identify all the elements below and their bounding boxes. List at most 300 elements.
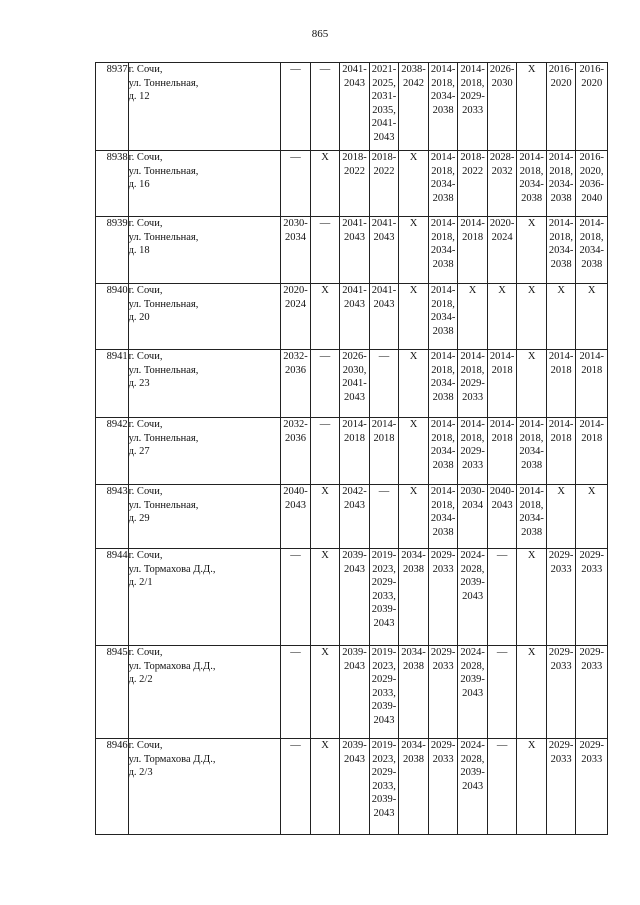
period-line: 2032- — [283, 419, 308, 430]
period-line: 2039- — [342, 647, 367, 658]
period-line: 2029- — [371, 674, 397, 686]
period-cell — [576, 217, 608, 284]
period-cell — [399, 350, 429, 418]
period-line: 2014- — [579, 351, 604, 362]
period-line: 2033 — [550, 753, 572, 765]
address-line: ул. Тоннельная, — [128, 231, 199, 243]
period-cell — [487, 284, 517, 350]
period-cell — [369, 418, 399, 485]
period-line: 2033 — [432, 753, 454, 765]
table-row — [96, 350, 608, 418]
period-line: 2039- — [460, 674, 485, 686]
period-cell — [281, 485, 311, 549]
period-line: 2025, — [372, 77, 396, 89]
period-line: 2031- — [371, 91, 397, 103]
period-line: 2014- — [579, 419, 604, 430]
address-cell — [128, 350, 281, 418]
period-line: X — [587, 285, 596, 296]
period-line: 2018 — [462, 231, 484, 243]
period-cell — [340, 646, 370, 739]
period-line: 2018 — [491, 364, 513, 376]
table-row — [96, 485, 608, 549]
address-line: г. Сочи, — [128, 152, 163, 163]
period-cell — [576, 485, 608, 549]
address-cell — [128, 418, 281, 485]
period-cell — [576, 350, 608, 418]
period-cell — [340, 350, 370, 418]
row-number: 8944 — [96, 549, 129, 646]
period-line: 2018, — [460, 432, 485, 444]
period-line: 2043 — [462, 780, 484, 792]
period-line: 2043 — [344, 231, 366, 243]
period-cell — [576, 151, 608, 217]
period-line: X — [527, 218, 536, 229]
period-cell — [487, 151, 517, 217]
period-line: 2014- — [519, 486, 544, 497]
period-line: 2021- — [371, 64, 397, 75]
period-cell — [428, 151, 458, 217]
period-cell — [281, 739, 311, 835]
period-line: 2043 — [344, 391, 366, 403]
period-line: 2018, — [519, 432, 544, 444]
period-cell — [517, 63, 547, 151]
period-cell — [340, 418, 370, 485]
period-line: 2036 — [284, 432, 306, 444]
period-line: 2034- — [519, 446, 544, 458]
period-cell — [546, 217, 576, 284]
row-number: 8946 — [96, 739, 129, 835]
period-line: X — [587, 486, 596, 497]
address-line: г. Сочи, — [128, 486, 163, 497]
period-line: 2033 — [550, 563, 572, 575]
period-line: 2043 — [284, 499, 306, 511]
period-line: 2038 — [432, 192, 454, 204]
period-line: X — [409, 486, 418, 497]
period-line: 2038 — [432, 258, 454, 270]
period-line: 2039- — [460, 577, 485, 589]
period-cell — [428, 485, 458, 549]
period-cell — [458, 151, 488, 217]
period-line: 2024- — [460, 647, 485, 658]
period-cell — [546, 284, 576, 350]
period-line: 2022 — [373, 165, 395, 177]
period-cell — [428, 217, 458, 284]
period-line: 2026- — [342, 351, 367, 362]
period-cell — [281, 350, 311, 418]
period-cell — [546, 151, 576, 217]
row-number: 8940 — [96, 284, 129, 350]
period-line: 2018- — [460, 152, 485, 163]
address-cell — [128, 284, 281, 350]
period-line: 2014- — [371, 419, 397, 430]
period-line: 2028- — [489, 152, 515, 163]
period-line: 2041- — [371, 285, 397, 296]
period-cell — [369, 63, 399, 151]
period-line: 2034- — [430, 179, 456, 191]
period-line: 2018, — [460, 364, 485, 376]
period-cell — [310, 739, 340, 835]
period-line: 2029- — [430, 740, 456, 751]
address-line: д. 27 — [128, 446, 150, 458]
period-line: 2018, — [431, 165, 455, 177]
period-line: 2018, — [431, 364, 455, 376]
period-line: 2014- — [430, 152, 456, 163]
period-cell — [369, 284, 399, 350]
period-line: X — [321, 740, 329, 751]
period-line: 2036 — [284, 364, 306, 376]
period-line: X — [409, 419, 418, 430]
period-cell — [310, 646, 340, 739]
period-cell — [369, 646, 399, 739]
period-cell — [487, 350, 517, 418]
period-cell — [281, 646, 311, 739]
period-cell — [487, 646, 517, 739]
period-cell — [428, 739, 458, 835]
period-cell — [546, 63, 576, 151]
period-line: X — [409, 285, 418, 296]
period-line: 2018 — [491, 432, 513, 444]
period-cell — [546, 646, 576, 739]
period-line: 2034- — [519, 179, 544, 191]
address-line: ул. Тоннельная, — [128, 432, 199, 444]
period-cell — [340, 151, 370, 217]
address-line: ул. Тоннельная, — [128, 499, 199, 511]
period-line: 2039- — [371, 604, 397, 616]
period-line: 2039- — [460, 767, 485, 779]
period-line: — — [496, 740, 508, 751]
address-line: д. 20 — [128, 312, 150, 324]
period-line: 2041- — [342, 285, 367, 296]
period-line: 2018, — [519, 165, 544, 177]
address-line: г. Сочи, — [128, 285, 163, 296]
period-line: 2042- — [342, 486, 367, 497]
period-line: 2040- — [283, 486, 308, 497]
period-cell — [576, 549, 608, 646]
period-line: — — [319, 351, 331, 362]
period-line: 2018, — [431, 231, 455, 243]
period-line: 2024 — [284, 298, 306, 310]
period-cell — [428, 549, 458, 646]
period-cell — [517, 739, 547, 835]
period-cell — [310, 350, 340, 418]
table-row — [96, 646, 608, 739]
period-line: 2018, — [431, 499, 455, 511]
period-cell — [458, 646, 488, 739]
address-line: г. Сочи, — [128, 64, 163, 75]
period-line: 2023, — [372, 660, 396, 672]
period-cell — [546, 350, 576, 418]
period-line: X — [557, 486, 565, 497]
period-line: 2039- — [342, 550, 367, 561]
period-line: 2029- — [548, 647, 574, 658]
period-line: 2029- — [460, 446, 485, 458]
period-line: 2020 — [581, 77, 603, 89]
period-cell — [458, 549, 488, 646]
period-line: — — [496, 550, 508, 561]
period-line: 2038 — [432, 391, 454, 403]
period-cell — [369, 485, 399, 549]
period-line: 2033 — [432, 563, 454, 575]
period-cell — [428, 646, 458, 739]
period-cell — [340, 485, 370, 549]
address-line: г. Сочи, — [128, 550, 163, 561]
period-line: 2023, — [372, 753, 396, 765]
period-cell — [458, 63, 488, 151]
period-line: 2042 — [403, 77, 425, 89]
address-line: ул. Тормахова Д.Д., — [128, 660, 216, 672]
period-line: 2020- — [283, 285, 308, 296]
row-number: 8939 — [96, 217, 129, 284]
period-line: — — [290, 152, 301, 163]
period-line: 2038- — [401, 64, 426, 75]
period-line: 2040 — [581, 192, 603, 204]
period-line: 2030- — [460, 486, 485, 497]
period-line: X — [527, 550, 536, 561]
period-cell — [369, 739, 399, 835]
address-line: д. 23 — [128, 378, 150, 390]
period-cell — [517, 350, 547, 418]
period-line: 2038 — [521, 459, 543, 471]
period-line: 2043 — [373, 617, 395, 629]
period-line: 2043 — [344, 563, 366, 575]
period-line: 2029- — [430, 647, 456, 658]
table-row — [96, 284, 608, 350]
period-cell — [340, 549, 370, 646]
table-row — [96, 63, 608, 151]
period-line: 2038 — [581, 258, 603, 270]
period-line: 2016- — [579, 152, 604, 163]
period-cell — [281, 217, 311, 284]
period-line: 2014- — [460, 64, 485, 75]
period-line: 2034- — [519, 513, 544, 525]
period-line: 2033 — [581, 753, 603, 765]
period-line: 2029- — [579, 550, 604, 561]
period-line: 2018- — [371, 152, 397, 163]
period-line: 2034- — [548, 179, 574, 191]
address-line: д. 2/2 — [128, 674, 153, 686]
period-cell — [281, 63, 311, 151]
period-line: 2043 — [344, 77, 366, 89]
period-line: 2014- — [460, 419, 485, 430]
period-cell — [458, 485, 488, 549]
period-line: 2026- — [489, 64, 515, 75]
period-line: X — [527, 285, 536, 296]
period-line: 2030, — [342, 364, 367, 376]
period-line: 2034- — [548, 245, 574, 257]
period-cell — [281, 284, 311, 350]
period-line: 2019- — [371, 550, 397, 561]
period-line: 2041- — [342, 378, 367, 390]
period-line: 2018, — [460, 77, 485, 89]
period-line: 2028, — [460, 753, 485, 765]
period-cell — [369, 151, 399, 217]
period-line: 2043 — [373, 714, 395, 726]
row-number: 8945 — [96, 646, 129, 739]
period-cell — [487, 739, 517, 835]
period-line: 2018, — [579, 231, 604, 243]
period-line: 2014- — [460, 351, 485, 362]
period-line: 2041- — [371, 218, 397, 229]
address-cell — [128, 646, 281, 739]
period-line: 2033, — [372, 590, 396, 602]
period-cell — [340, 217, 370, 284]
period-cell — [310, 284, 340, 350]
period-line: — — [290, 64, 301, 75]
period-line: 2014- — [430, 285, 456, 296]
period-line: 2014- — [519, 152, 544, 163]
period-cell — [369, 350, 399, 418]
page-number: 865 — [311, 28, 329, 40]
period-line: 2016- — [548, 64, 574, 75]
period-line: 2043 — [373, 231, 395, 243]
table-row — [96, 549, 608, 646]
period-line: 2043 — [344, 499, 366, 511]
period-line: — — [319, 64, 331, 75]
period-cell — [399, 151, 429, 217]
period-line: 2034- — [430, 312, 456, 324]
period-cell — [517, 217, 547, 284]
row-number: 8941 — [96, 350, 129, 418]
address-line: д. 2/1 — [128, 577, 153, 589]
period-cell — [487, 63, 517, 151]
period-cell — [517, 151, 547, 217]
period-cell — [369, 217, 399, 284]
period-line: X — [409, 218, 418, 229]
housing-repair-schedule-table — [95, 62, 608, 835]
period-line: 2033 — [550, 660, 572, 672]
period-line: 2033 — [462, 391, 484, 403]
period-cell — [576, 418, 608, 485]
period-line: 2038 — [432, 104, 454, 116]
period-line: X — [527, 740, 536, 751]
period-line: 2033, — [372, 780, 396, 792]
period-line: 2036- — [579, 179, 604, 191]
period-line: 2018, — [431, 432, 455, 444]
period-line: 2018, — [549, 165, 573, 177]
period-line: 2020, — [579, 165, 604, 177]
period-cell — [576, 63, 608, 151]
period-line: 2034- — [430, 245, 456, 257]
period-line: 2018 — [581, 364, 603, 376]
period-cell — [517, 284, 547, 350]
period-line: 2014- — [430, 64, 456, 75]
table-row — [96, 418, 608, 485]
address-cell — [128, 217, 281, 284]
period-line: 2029- — [460, 378, 485, 390]
period-line: 2038 — [403, 753, 425, 765]
period-cell — [546, 549, 576, 646]
period-cell — [281, 418, 311, 485]
table-row — [96, 739, 608, 835]
period-line: 2024- — [460, 740, 485, 751]
period-line: 2018 — [344, 432, 366, 444]
period-line: 2043 — [491, 499, 513, 511]
period-cell — [517, 485, 547, 549]
period-cell — [428, 418, 458, 485]
address-line: г. Сочи, — [128, 218, 163, 229]
period-line: 2019- — [371, 647, 397, 658]
period-line: 2038 — [432, 526, 454, 538]
period-line: 2014- — [460, 218, 485, 229]
period-line: X — [321, 285, 329, 296]
period-line: 2023, — [372, 563, 396, 575]
period-cell — [281, 151, 311, 217]
period-line: X — [498, 285, 506, 296]
period-line: 2034- — [430, 91, 456, 103]
row-number: 8938 — [96, 151, 129, 217]
period-line: 2041- — [342, 64, 367, 75]
period-line: 2018, — [431, 77, 455, 89]
address-cell — [128, 151, 281, 217]
table-row — [96, 151, 608, 217]
period-cell — [399, 418, 429, 485]
period-line: 2032 — [491, 165, 513, 177]
period-line: 2038 — [432, 459, 454, 471]
period-line: 2039- — [342, 740, 367, 751]
address-line: г. Сочи, — [128, 647, 163, 658]
period-line: 2014- — [548, 419, 574, 430]
period-line: 2018 — [373, 432, 395, 444]
period-line: X — [409, 152, 418, 163]
period-line: 2033 — [462, 104, 484, 116]
period-line: 2041- — [371, 118, 397, 130]
period-line: — — [378, 486, 390, 497]
period-cell — [487, 418, 517, 485]
period-cell — [340, 63, 370, 151]
period-cell — [310, 63, 340, 151]
period-cell — [310, 151, 340, 217]
period-line: 2030- — [283, 218, 308, 229]
period-line: 2034 — [462, 499, 484, 511]
address-cell — [128, 739, 281, 835]
period-line: 2024- — [460, 550, 485, 561]
period-line: 2034- — [430, 513, 456, 525]
period-line: 2028, — [460, 660, 485, 672]
period-line: 2029- — [579, 647, 604, 658]
table-body — [96, 63, 608, 835]
period-cell — [428, 350, 458, 418]
period-line: 2043 — [373, 131, 395, 143]
period-line: 2039- — [371, 701, 397, 713]
period-cell — [546, 739, 576, 835]
row-number: 8942 — [96, 418, 129, 485]
period-cell — [399, 646, 429, 739]
table-row — [96, 217, 608, 284]
period-cell — [310, 485, 340, 549]
period-line: 2034- — [401, 740, 426, 751]
period-line: 2018 — [550, 432, 572, 444]
period-cell — [458, 350, 488, 418]
period-line: — — [290, 550, 301, 561]
period-line: 2014- — [489, 419, 515, 430]
period-line: 2033, — [372, 687, 396, 699]
period-line: X — [557, 285, 565, 296]
period-cell — [399, 739, 429, 835]
period-line: 2029- — [430, 550, 456, 561]
address-line: г. Сочи, — [128, 419, 163, 430]
period-cell — [458, 418, 488, 485]
period-cell — [340, 739, 370, 835]
period-line: 2014- — [430, 419, 456, 430]
period-line: 2029- — [548, 740, 574, 751]
period-line: 2014- — [519, 419, 544, 430]
period-line: 2033 — [432, 660, 454, 672]
period-line: 2043 — [373, 807, 395, 819]
period-cell — [310, 549, 340, 646]
period-line: — — [290, 740, 301, 751]
period-line: 2043 — [462, 590, 484, 602]
period-line: 2038 — [550, 192, 572, 204]
